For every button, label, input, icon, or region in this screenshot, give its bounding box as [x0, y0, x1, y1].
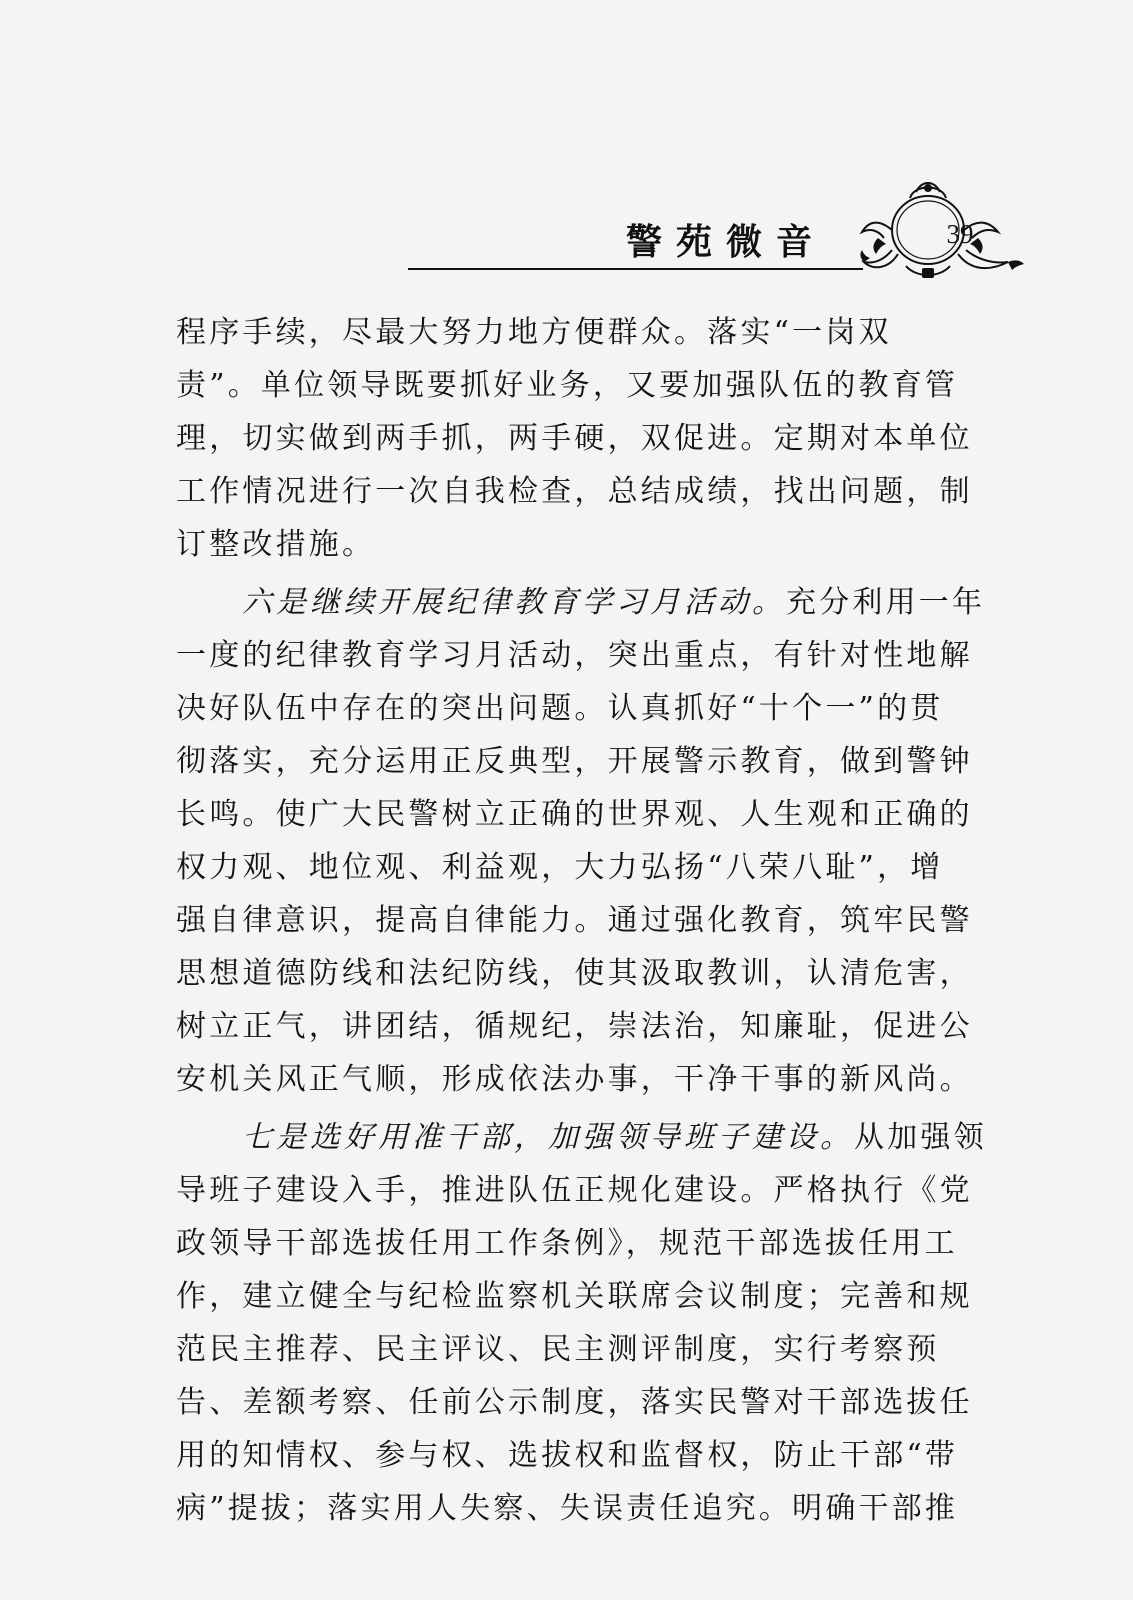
text-run: 从加强领: [854, 1120, 987, 1155]
text-line: 范民主推荐、民主评议、民主测评制度，实行考察预: [176, 1332, 940, 1367]
text-line: 用的知情权、参与权、选拔权和监督权，防止干部“带: [176, 1438, 959, 1473]
paragraph-first-line: [176, 576, 986, 629]
text-line: 一度的纪律教育学习月活动，突出重点，有针对性地解: [176, 638, 973, 673]
header-rule: [408, 268, 863, 270]
text-line: 树立正气，讲团结，循规纪，崇法治，知廉耻，促进公: [176, 1009, 973, 1044]
paragraph-first-line: [176, 1111, 987, 1164]
text-line: 导班子建设入手，推进队伍正规化建设。严格执行《党: [176, 1173, 973, 1208]
text-line: 作，建立健全与纪检监察机关联席会议制度；完善和规: [176, 1279, 973, 1314]
body-text: [176, 306, 987, 1535]
text-line: 告、差额考察、任前公示制度，落实民警对干部选拔任: [176, 1385, 973, 1420]
text-line: 工作情况进行一次自我检查，总结成绩，找出问题，制: [176, 474, 973, 509]
text-line: 强自律意识，提高自律能力。通过强化教育，筑牢民警: [176, 903, 973, 938]
text-line: 责”。单位领导既要抓好业务，又要加强队伍的教育管: [176, 368, 959, 403]
page-number: 39: [946, 219, 974, 249]
text-line: 长鸣。使广大民警树立正确的世界观、人生观和正确的: [176, 797, 973, 832]
text-line: 理，切实做到两手抓，两手硬，双促进。定期对本单位: [176, 421, 973, 456]
text-line: 权力观、地位观、利益观，大力弘扬“八荣八耻”，增: [176, 850, 944, 885]
running-header-title: 警苑微音: [626, 222, 827, 263]
text-line: 决好队伍中存在的突出问题。认真抓好“十个一”的贯: [176, 691, 944, 726]
text-run: 充分利用一年: [786, 585, 986, 620]
section-heading: 七是选好用准干部，加强领导班子建设。: [242, 1120, 854, 1155]
text-line: 程序手续，尽最大努力地方便群众。落实“一岗双: [176, 315, 892, 350]
text-line: 政领导干部选拔任用工作条例》，规范干部选拔任用工: [176, 1226, 958, 1261]
text-line: 订整改措施。: [176, 527, 376, 562]
text-line: 安机关风正气顺，形成依法办事，干净干事的新风尚。: [176, 1062, 973, 1097]
text-line: 病”提拔；落实用人失察、失误责任追究。明确干部推: [176, 1491, 959, 1526]
section-heading: 六是继续开展纪律教育学习月活动。: [242, 585, 786, 620]
text-line: 思想道德防线和法纪防线，使其汲取教训，认清危害，: [176, 956, 973, 991]
text-line: 彻落实，充分运用正反典型，开展警示教育，做到警钟: [176, 744, 973, 779]
